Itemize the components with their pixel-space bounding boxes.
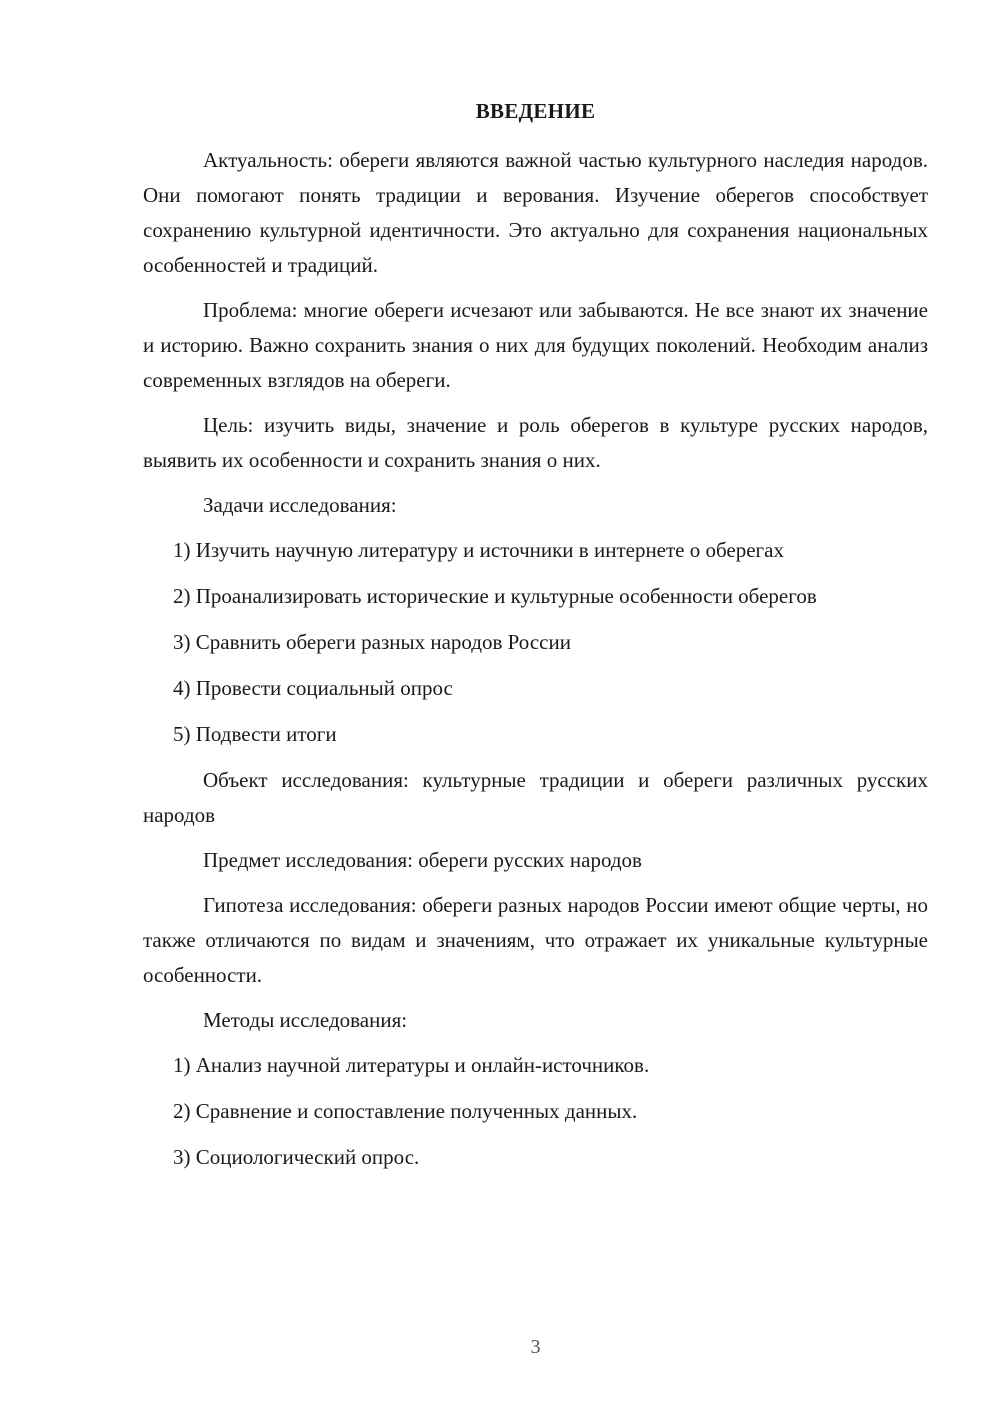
task-item-1: 1) Изучить научную литературу и источники в интернете о оберегах — [173, 538, 784, 562]
paragraph-relevance: Актуальность: обереги являются важной частью культурного наследия народов. Они помогают понять традиции и верования. Изучение оберегов способствует сохранению культурной идентичности. Это актуально для сохранения национальных особенностей и традиций. — [143, 148, 928, 277]
page-number: 3 — [530, 1336, 541, 1358]
task-item-4: 4) Провести социальный опрос — [173, 676, 453, 700]
paragraph-subject: Предмет исследования: обереги русских народов — [203, 848, 642, 872]
document-page — [143, 0, 928, 1414]
task-item-5: 5) Подвести итоги — [173, 722, 337, 746]
document-body — [143, 143, 928, 1186]
paragraph-goal: Цель: изучить виды, значение и роль оберегов в культуре русских народов, выявить их особенности и сохранить знания о них. — [143, 413, 928, 472]
paragraph-methods-heading: Методы исследования: — [203, 1008, 408, 1032]
method-item-1: 1) Анализ научной литературы и онлайн-источников. — [173, 1053, 650, 1077]
paragraph-tasks-heading: Задачи исследования: — [203, 493, 397, 517]
method-item-2: 2) Сравнение и сопоставление полученных данных. — [173, 1099, 638, 1123]
paragraph-problem: Проблема: многие обереги исчезают или забываются. Не все знают их значение и историю. Важно сохранить знания о них для будущих поколений. Необходим анализ современных взглядов на обереги. — [143, 298, 928, 392]
task-item-2: 2) Проанализировать исторические и культурные особенности оберегов — [173, 584, 817, 608]
task-item-3: 3) Сравнить обереги разных народов России — [173, 630, 571, 654]
paragraph-object: Объект исследования: культурные традиции и обереги различных русских народов — [143, 768, 928, 827]
paragraph-hypothesis: Гипотеза исследования: обереги разных народов России имеют общие черты, но также отличаются по видам и значениям, что отражает их уникальные культурные особенности. — [143, 893, 928, 987]
method-item-3: 3) Социологический опрос. — [173, 1145, 420, 1169]
page-title: ВВЕДЕНИЕ — [475, 99, 596, 123]
